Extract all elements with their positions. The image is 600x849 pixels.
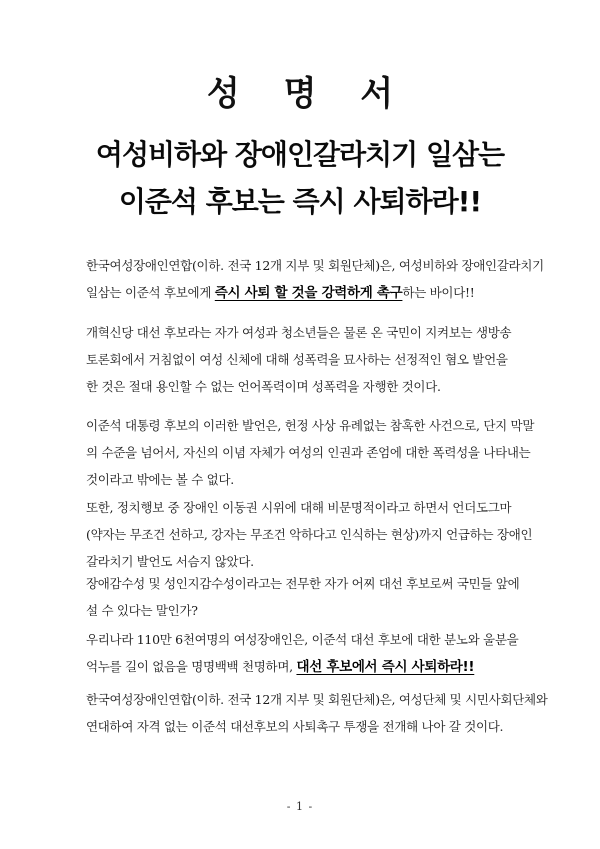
paragraph-line: 개혁신당 대선 후보라는 자가 여성과 청소년들은 물론 온 국민이 지켜보는 생방송 — [86, 325, 512, 340]
paragraph-line — [86, 653, 548, 681]
document-title: 성 명 서 — [206, 74, 410, 114]
paragraph-line: 한국여성장애인연합(이하. 전국 12개 지부 및 회원단체)은, 여성비하와 장애인갈라치기 — [86, 258, 544, 273]
paragraph-line: 우리나라 110만 6천여명의 여성장애인은, 이준석 대선 후보에 대한 분노와 울분을 — [86, 632, 519, 647]
paragraph-line: 의 수준을 넘어서, 자신의 이념 자체가 여성의 인권과 존엄에 대한 폭력성을 나타내는 — [86, 445, 531, 460]
paragraph-text: 억누를 길이 없음을 명명백백 천명하며, — [86, 659, 297, 674]
paragraph-1 — [86, 252, 548, 307]
headline-line-2: 이준석 후보는 즉시 사퇴하라!! — [118, 185, 482, 218]
paragraph-7 — [86, 686, 548, 740]
emphasized-demand: 즉시 사퇴 할 것을 강력하게 촉구 — [214, 285, 403, 301]
paragraph-5 — [86, 570, 548, 624]
paragraph-line: 토론회에서 거침없이 여성 신체에 대해 성폭력을 묘사하는 선정적인 혐오 발언을 — [86, 352, 508, 367]
paragraph-line: 또한, 정치행보 중 장애인 이동권 시위에 대해 비문명적이라고 하면서 언더도그마 — [86, 500, 512, 515]
paragraph-2 — [86, 319, 548, 400]
paragraph-line: (약자는 무조건 선하고, 강자는 무조건 악하다고 인식하는 현상)까지 언급하는 장애인 — [86, 527, 533, 542]
headline-line-1: 여성비하와 장애인갈라치기 일삼는 — [95, 138, 505, 171]
paragraph-line — [86, 279, 548, 307]
paragraph-line: 한국여성장애인연합(이하. 전국 12개 지부 및 회원단체)은, 여성단체 및 시민사회단체와 — [86, 692, 548, 707]
paragraph-line: 것이라고 밖에는 볼 수 없다. — [86, 472, 234, 487]
paragraph-line: 장애감수성 및 성인지감수성이라고는 전무한 자가 어찌 대선 후보로써 국민들 앞에 — [86, 576, 520, 591]
paragraph-4 — [86, 494, 548, 575]
paragraph-line: 연대하여 자격 없는 이준석 대선후보의 사퇴촉구 투쟁을 전개해 나아 갈 것이다. — [86, 719, 504, 734]
paragraph-text: 일삼는 이준석 후보에게 — [86, 285, 215, 300]
paragraph-line: 설 수 있다는 말인가? — [86, 603, 198, 618]
paragraph-3 — [86, 412, 548, 493]
paragraph-line: 갈라치기 발언도 서슴지 않았다. — [86, 554, 254, 569]
paragraph-6 — [86, 626, 548, 681]
paragraph-line: 한 것은 절대 용인할 수 없는 언어폭력이며 성폭력을 자행한 것이다. — [86, 379, 441, 394]
paragraph-line: 이준석 대통령 후보의 이러한 발언은, 헌정 사상 유례없는 참혹한 사건으로, 단지 막말 — [86, 418, 535, 433]
page-number: - 1 - — [286, 800, 314, 813]
paragraph-text: 하는 바이다!! — [402, 285, 475, 300]
emphasized-demand: 대선 후보에서 즉시 사퇴하라!! — [296, 659, 475, 675]
